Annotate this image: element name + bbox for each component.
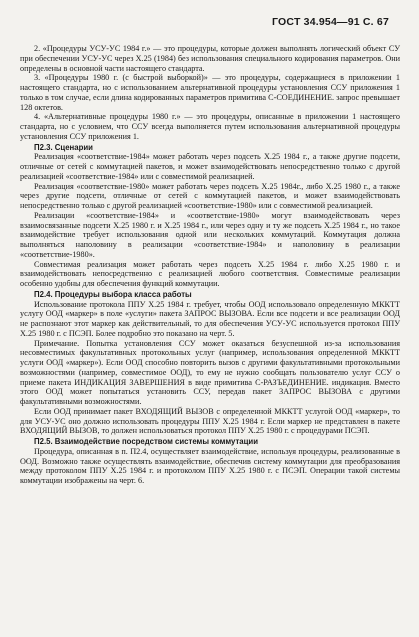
section-heading: П2.5. Взаимодействие посредством системы коммутации: [34, 437, 259, 446]
paragraph: Реализация «соответствие-1980» может работать через подсеть Х.25 1984г., либо Х.25 1980 г., а также через другие подсети, отличные от сетей с коммутацией пакетов, и может взаимодействовать непосредственно только с другой реализацией «соответствие-1980» или с совместимой реализацией.: [20, 181, 400, 210]
paragraph: Если ООД принимает пакет ВХОДЯЩИЙ ВЫЗОВ с определенной МККТТ услугой ООД «маркер», то для УСУ-УС оно должно использовать процедуры ППУ Х.25 1984 г. Если маркер не представлен в пакете ВХОДЯЩИЙ ВЫЗОВ, то должен использоваться протокол ППУ Х.25 1980 г. с процедурами ПСЭП.: [20, 406, 400, 436]
paragraph: Процедура, описанная в п. П2.4, осуществляет взаимодействие, используя процедуры, реализованные в ООД. Возможно также осуществлять взаимодействие, обеспечив систему коммутации для преобразования между протоколом ППУ Х.25 1984 г. и протоколом ППУ Х.25 1980 г. с ПСЭП. Операции такой системы коммутации изображены на черт. 6.: [20, 446, 400, 485]
paragraph: 3. «Процедуры 1980 г. (с быстрой выборкой)» — это процедуры, содержащиеся в приложении 1 настоящего стандарта, но с использованием альтернативной процедуры установления ССУ приложения 1 только в том случае, если длина кодированных параметров примитива С-СОЕДИНЕНИЕ. запрос превышает 128 октетов.: [20, 73, 400, 112]
section-heading: П2.4. Процедуры выбора класса работы: [34, 289, 192, 299]
paragraph: Примечание. Попытка установления ССУ может оказаться безуспешной из-за использования несовместимых факультативных протокольных услуг (например, использования определенной МККТТ услуги ООД «маркер»). Если ООД способно повторить вызов с другими факультативными протокольными возможностями (например, совместимое ООД), то ему не нужно сообщать пользователю услуг ССУ о приеме пакета ИНДИКАЦИЯ ЗАВЕРШЕНИЯ в виде примитива С-РАЗЪЕДИНЕНИЕ. индикация. Вместо этого ООД может попытаться установить ССУ, передав пакет ЗАПРОС ВЫЗОВА с другими факультативными возможностями.: [20, 338, 400, 406]
paragraph: Реализации «соответствие-1984» и «соответствие-1980» могут взаимодействовать через взаимосвязанные подсети Х.25 1980 г. и Х.25 1984 г., или через одну и ту же подсеть Х.25 1984 г., но такое взаимодействие требует использования одной или нескольких коммутаций. Коммутация должна выполняться наполовину в реализации «соответствие-1984» и наполовину в реализации «соответствие-1980».: [20, 210, 400, 259]
paragraph: Реализация «соответствие-1984» может работать через подсеть Х.25 1984 г., а также другие подсети, отличные от сетей с коммутацией пакетов, и может взаимодействовать непосредственно только с другой реализацией «соответствие-1984» или с совместимой реализацией.: [20, 152, 400, 181]
paragraph: Совместимая реализация может работать через подсеть Х.25 1984 г. либо Х.25 1980 г. и взаимодействовать непосредственно с реализацией любого соответствия. Совместимые реализации особенно удобны для обеспечения функций коммутации.: [20, 259, 400, 288]
page-header: ГОСТ 34.954—91 С. 67: [272, 16, 389, 28]
paragraph: 4. «Альтернативные процедуры 1980 г.» — это процедуры, описанные в приложении 1 настоящего стандарта, но с условием, что ССУ всегда выполняется путем использования альтернативной процедуры установления ССУ приложения 1.: [20, 112, 400, 141]
paragraph: 2. «Процедуры УСУ-УС 1984 г.» — это процедуры, которые должен выполнять логический объект СУ при обеспечении УСУ-УС через Х.25 (1984) без использования специального кодирования параметров. Они определены в основной части настоящего стандарта.: [20, 44, 400, 73]
paragraph: Использование протокола ППУ Х.25 1984 г. требует, чтобы ООД использовало определенную МККТТ услугу ООД «маркер» в поле «услуги» пакета ЗАПРОС ВЫЗОВА. Если все подсети и все реализации ООД не распознают этот маркер как действительный, то для обеспечения УСУ-УС используется протокол ППУ Х.25 1980 г. с ПСЭП. Более подробно это показано на черт. 5.: [20, 299, 400, 338]
section-heading: П2.3. Сценарии: [34, 142, 93, 152]
document-body: [20, 44, 400, 486]
